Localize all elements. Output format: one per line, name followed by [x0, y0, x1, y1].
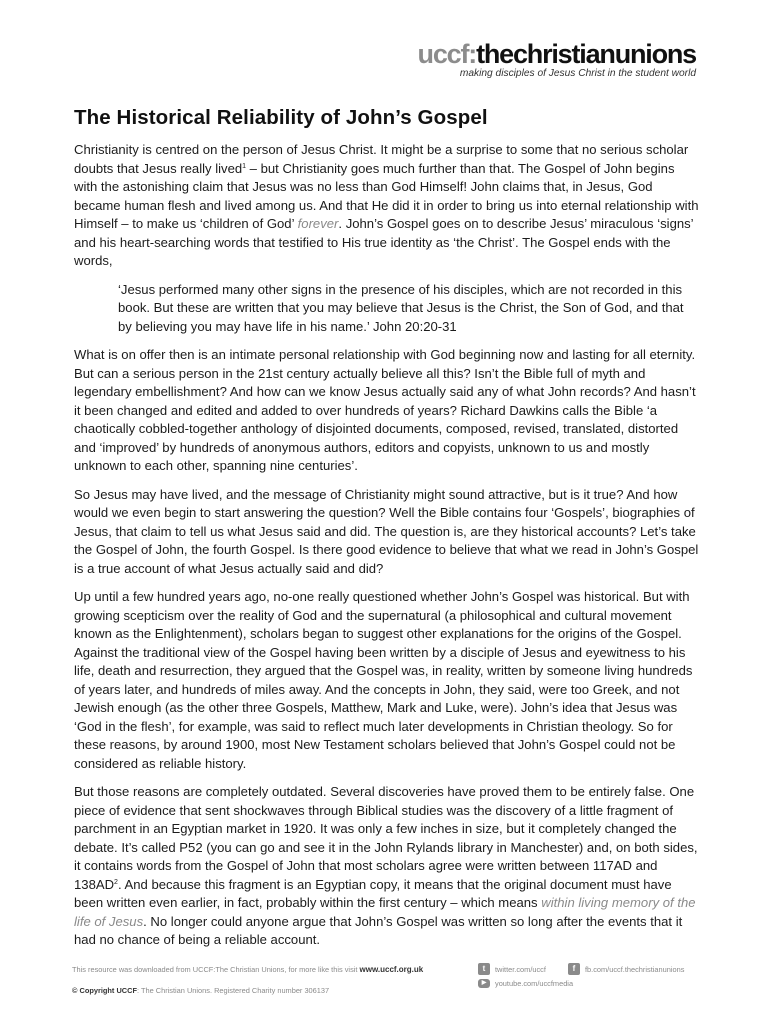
- paragraph-2: What is on offer then is an intimate personal relationship with God beginning now and lasting for all eternity. But can a serious person in the 21st century actually believe all this? Isn’t the Bible full of myth and legendary embellishment? And how can we know Jesus actually said any of what John records? And hasn’t it been changed and edited and added to over hundreds of years? Richard Dawkins calls the Bible ‘a chaotically cobbled-together anthology of disjointed documents, composed, revised, translated, distorted and ‘improved’ by hundreds of anonymous authors, editors and copyists, unknown to us and mostly unknown to each other, spanning nine centuries’.: [74, 347, 696, 473]
- download-text: This resource was downloaded from UCCF:The Christian Unions, for more like this visit: [72, 965, 360, 974]
- logo-main: thechristianunions: [476, 39, 696, 69]
- p1-text-c: . John’s Gospel goes on to describe Jesus’ miraculous ‘signs’ and his heart-searching words that testified to His true identity as ‘the Christ’. The Gospel ends with the words,: [74, 216, 694, 268]
- p5-text-a: But those reasons are completely outdated. Several discoveries have proved them to be entirely false. One piece of evidence that sent shockwaves through Biblical studies was the discovery of a little fragment of parchment in an Egyptian market in 1920. It was only a few inches in size, but it completely changed the debate. It’s called P52 (you can go and see it in the John Rylands library in Manchester) and, on both sides, it contains words from the Gospel of John that most scholars agree were written between 117AD and 138AD: [74, 784, 698, 892]
- facebook-url: fb.com/uccf.thechristianunions: [585, 964, 685, 974]
- youtube-icon: ▶: [478, 979, 490, 988]
- page-title: The Historical Reliability of John’s Gospel: [74, 106, 488, 129]
- facebook-link[interactable]: [568, 963, 684, 975]
- copyright-notice: [72, 986, 329, 995]
- download-notice: [72, 965, 423, 974]
- scripture-quote: ‘Jesus performed many other signs in the presence of his disciples, which are not recorded in this book. But these are written that you may believe that Jesus is the Christ, the Son of God, and that by believing you may have life in his name.’ John 20:20-31: [118, 281, 684, 334]
- copyright-text: : The Christian Unions. Registered Charity number 306137: [136, 986, 330, 995]
- paragraph-1: [74, 141, 700, 271]
- uccf-logo: [418, 40, 696, 68]
- twitter-url: twitter.com/uccf: [495, 964, 546, 974]
- tagline: making disciples of Jesus Christ in the student world: [459, 68, 696, 79]
- p1-text-b: – but Christianity goes much further than that. The Gospel of John begins with the astonishing claim that Jesus was no less than God Himself! John claims that, in Jesus, God became human flesh and lived among us. And that He did it in order to bring us into eternal relationship with Himself – to make us ‘children of God’: [74, 160, 699, 231]
- copyright-bold: © Copyright UCCF: [72, 986, 137, 995]
- p5-emphasis: within living memory of the life of Jesus: [74, 895, 696, 929]
- youtube-url: youtube.com/uccfmedia: [495, 979, 574, 988]
- facebook-icon: f: [568, 963, 580, 975]
- twitter-icon: t: [478, 963, 490, 975]
- twitter-link[interactable]: [478, 963, 546, 975]
- brand-header: [418, 40, 696, 79]
- paragraph-3: So Jesus may have lived, and the message of Christianity might sound attractive, but is it true? And how would we even begin to start answering the question? Well the Bible contains four ‘Gospels’, biographies of Jesus, that claim to tell us what Jesus said and did. The question is, are they historical accounts? Let’s take the Gospel of John, the fourth Gospel. Is there good evidence to believe that what we read in John’s Gospel is a true account of what Jesus actually said and did?: [74, 486, 699, 576]
- p5-text-c: . No longer could anyone argue that John’s Gospel was written so long after the events that it had no chance of being a reliable account.: [74, 913, 683, 947]
- website-link[interactable]: www.uccf.org.uk: [359, 965, 424, 974]
- footnote-ref-1: 1: [242, 162, 247, 170]
- footnote-ref-2: 2: [114, 878, 118, 886]
- p5-text-b: . And because this fragment is an Egyptian copy, it means that the original document must have been written even earlier, in fact, probably within the first century – which means: [74, 876, 672, 910]
- p1-text-a: Christianity is centred on the person of Jesus Christ. It might be a surprise to some that no serious scholar doubts that Jesus really lived: [74, 142, 689, 176]
- youtube-link[interactable]: [478, 979, 573, 988]
- logo-prefix: uccf:: [417, 39, 477, 69]
- page-footer: [70, 960, 700, 1000]
- article-body: [74, 141, 700, 960]
- p1-emphasis: forever: [297, 216, 339, 231]
- paragraph-4: Up until a few hundred years ago, no-one really questioned whether John’s Gospel was historical. But with growing scepticism over the reality of God and the supernatural (a philosophical and cultural movement known as the Enlightenment), scholars began to suggest other explanations for the origins of the Gospel. Against the traditional view of the Gospel having been written by a disciple of Jesus and eyewitness to his life, death and resurrection, they argued that the Gospel was, in reality, written by someone living hundreds of years later, and hundreds of miles away. And the concepts in John, they said, were too Greek, and not Jewish enough (as the other three Gospels, Matthew, Mark and Luke, were). John’s idea that Jesus was ‘God in the flesh’, for example, was said to reflect much later developments in Christian theology. So for these reasons, by around 1900, most New Testament scholars believed that John’s Gospel could not be considered as reliable history.: [74, 589, 693, 771]
- paragraph-5: [74, 783, 700, 950]
